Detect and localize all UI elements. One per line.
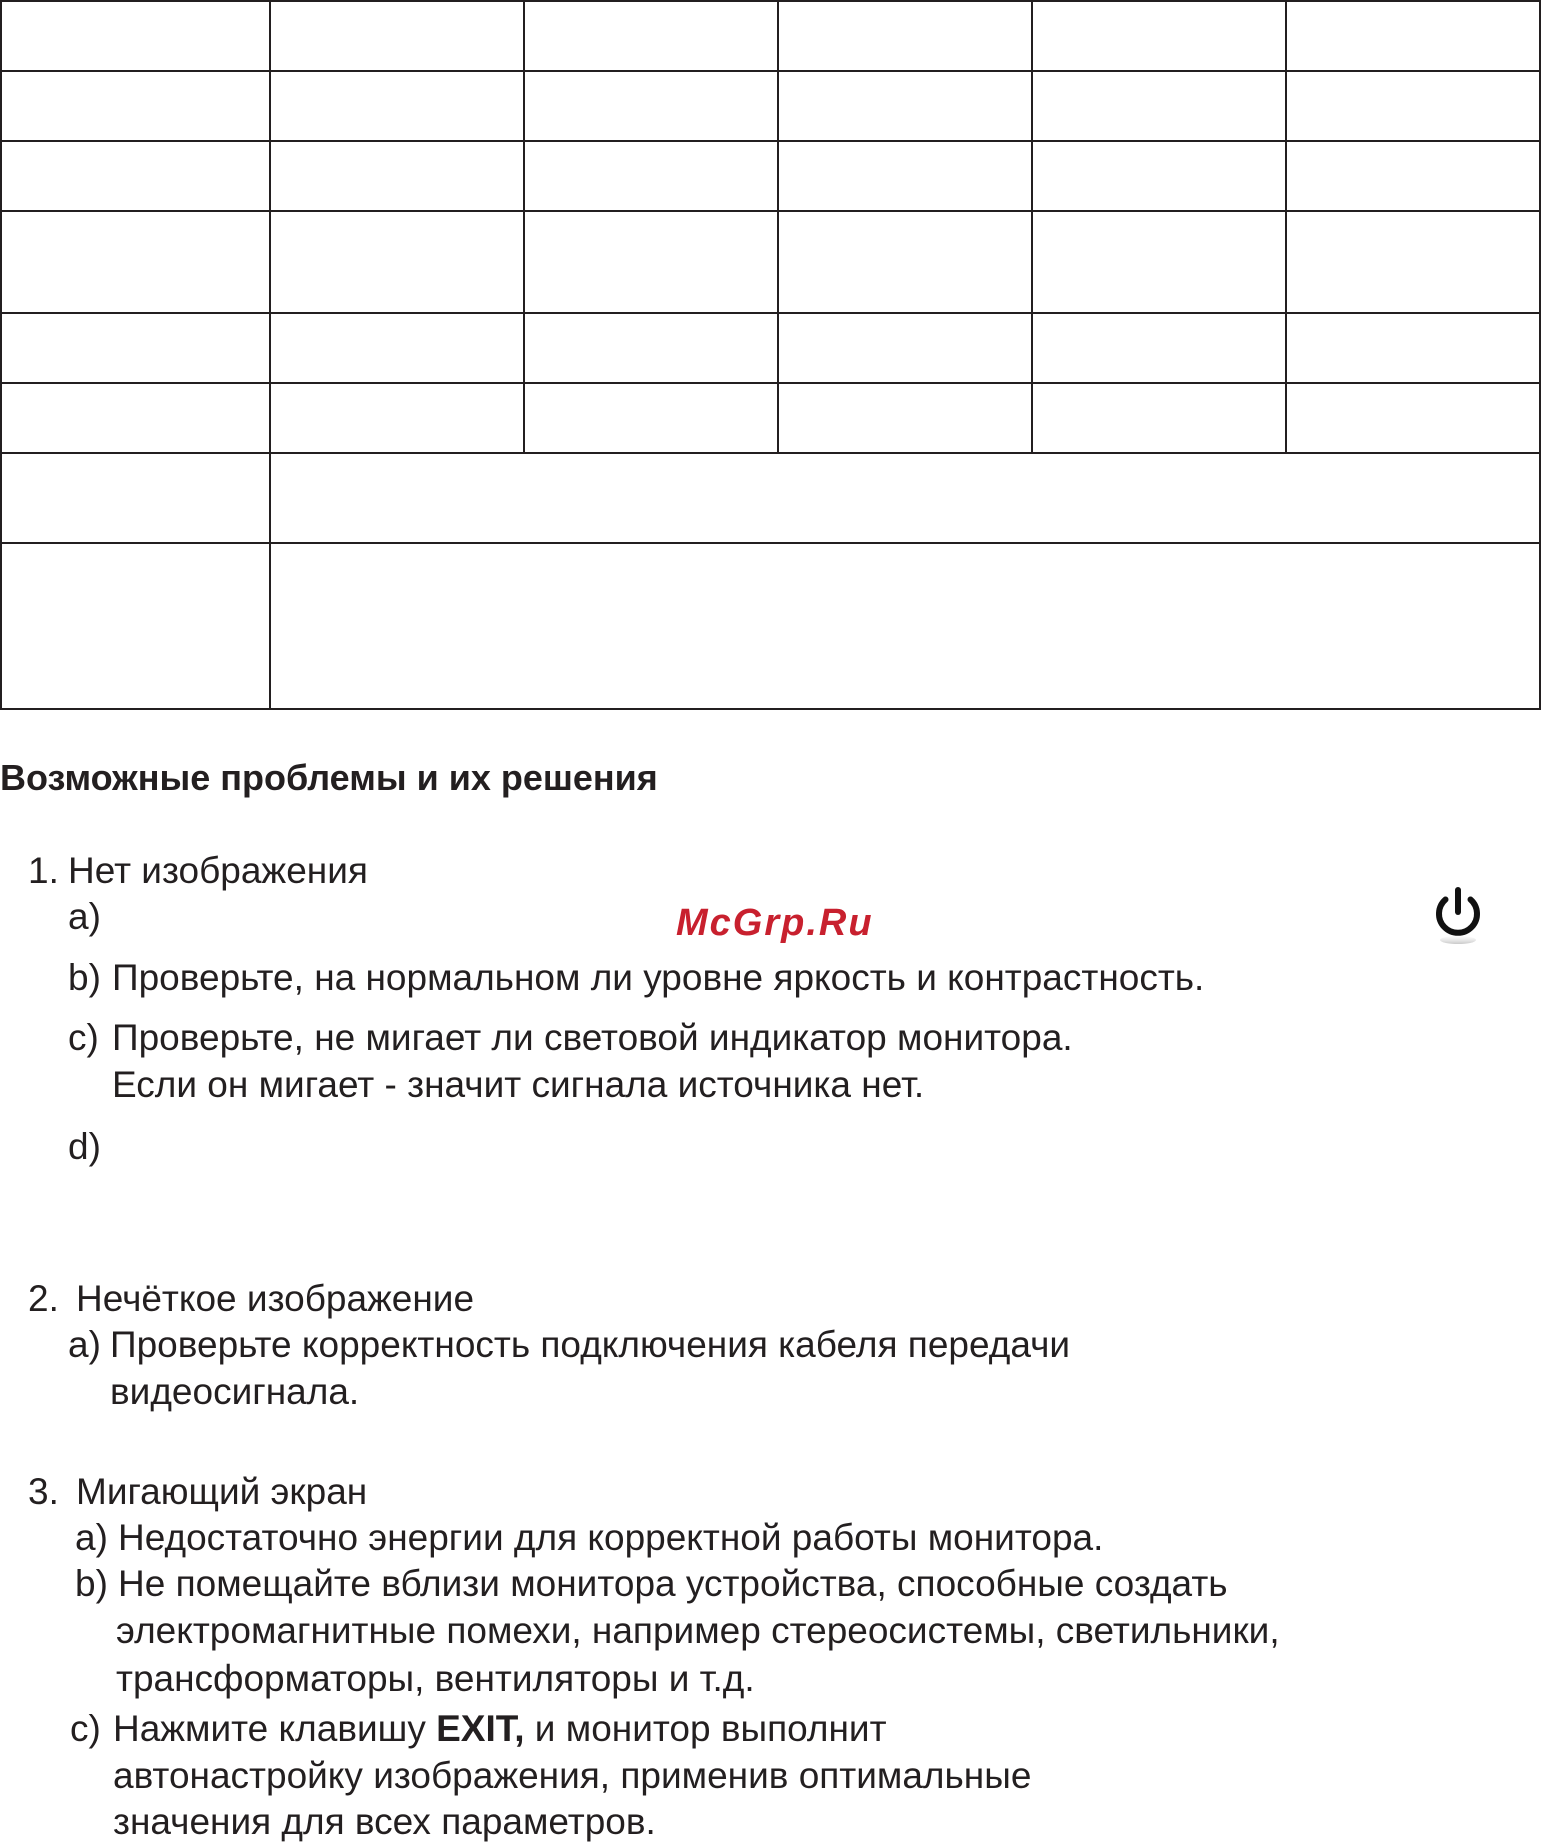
table-cell xyxy=(1032,71,1286,141)
table-cell xyxy=(1286,383,1540,453)
table-cell-merged xyxy=(270,453,1540,543)
table-cell xyxy=(270,71,524,141)
problem-2-a-text-2: видеосигнала. xyxy=(110,1371,360,1412)
problem-1-title: Нет изображения xyxy=(68,850,368,891)
table-cell xyxy=(778,383,1032,453)
spec-table xyxy=(0,0,1541,710)
table-cell xyxy=(778,313,1032,383)
table-cell xyxy=(1032,383,1286,453)
table-cell xyxy=(524,211,778,313)
table-cell xyxy=(524,383,778,453)
exit-key-label: EXIT, xyxy=(436,1708,525,1749)
table-row xyxy=(1,543,1540,709)
problem-1-c-text-2: Если он мигает - значит сигнала источника нет. xyxy=(112,1064,925,1105)
problem-1-c-marker: c) xyxy=(68,1017,99,1058)
table-cell xyxy=(1,543,270,709)
table-row xyxy=(1,211,1540,313)
table-cell xyxy=(1,1,270,71)
problem-3-b-text-3: трансформаторы, вентиляторы и т.д. xyxy=(116,1658,755,1699)
problem-3-c-marker: c) xyxy=(70,1708,101,1749)
table-cell xyxy=(270,313,524,383)
table-cell xyxy=(778,211,1032,313)
table-cell xyxy=(1,141,270,211)
problem-2-title: Нечёткое изображение xyxy=(76,1278,475,1319)
problem-3-c-text-1a: Нажмите клавишу xyxy=(113,1708,437,1749)
table-row xyxy=(1,383,1540,453)
problem-1-b-marker: b) xyxy=(68,957,101,998)
table-cell xyxy=(524,1,778,71)
power-icon xyxy=(1430,886,1486,946)
problem-1-c-text-1: Проверьте, не мигает ли световой индикатор монитора. xyxy=(112,1017,1073,1058)
table-cell xyxy=(1032,141,1286,211)
problem-3-b-marker: b) xyxy=(75,1563,108,1604)
problem-1-d-marker: d) xyxy=(68,1126,101,1167)
table-cell xyxy=(1032,211,1286,313)
table-cell xyxy=(270,211,524,313)
table-row xyxy=(1,313,1540,383)
table-cell xyxy=(524,313,778,383)
table-row xyxy=(1,141,1540,211)
table-cell xyxy=(1,453,270,543)
table-cell xyxy=(524,141,778,211)
problem-2-a-marker: a) xyxy=(68,1324,101,1365)
table-cell xyxy=(1032,1,1286,71)
problem-1-a-marker: a) xyxy=(68,896,101,937)
section-title: Возможные проблемы и их решения xyxy=(0,757,658,798)
table-cell xyxy=(778,71,1032,141)
table-cell xyxy=(778,141,1032,211)
problem-3-c-text-3: значения для всех параметров. xyxy=(113,1801,656,1842)
problem-1-b-text: Проверьте, на нормальном ли уровне яркость и контрастность. xyxy=(112,957,1205,998)
problem-1-number: 1. xyxy=(28,850,59,891)
problem-3-b-text-2: электромагнитные помехи, например стереосистемы, светильники, xyxy=(116,1610,1280,1651)
table-cell xyxy=(1286,71,1540,141)
problem-3-a-marker: a) xyxy=(75,1517,108,1558)
table-row xyxy=(1,453,1540,543)
table-cell xyxy=(270,141,524,211)
table-cell xyxy=(1286,1,1540,71)
table-cell xyxy=(270,1,524,71)
table-cell xyxy=(1,71,270,141)
problem-3-c-text-1b: и монитор выполнит xyxy=(524,1708,887,1749)
table-cell xyxy=(1,383,270,453)
table-cell xyxy=(1286,313,1540,383)
problem-3-number: 3. xyxy=(28,1471,59,1512)
table-cell xyxy=(1032,313,1286,383)
table-cell xyxy=(1,313,270,383)
table-cell xyxy=(1286,141,1540,211)
problem-3-title: Мигающий экран xyxy=(76,1471,368,1512)
table-cell xyxy=(778,1,1032,71)
table-cell xyxy=(1,211,270,313)
table-cell xyxy=(1286,211,1540,313)
problem-2-number: 2. xyxy=(28,1278,59,1319)
problem-3-c-text-1 xyxy=(113,1706,887,1752)
table-cell xyxy=(524,71,778,141)
table-row xyxy=(1,1,1540,71)
table-cell xyxy=(270,383,524,453)
table-cell-merged xyxy=(270,543,1540,709)
problem-3-c-text-2: автонастройку изображения, применив оптимальные xyxy=(113,1755,1032,1796)
problem-2-a-text-1: Проверьте корректность подключения кабеля передачи xyxy=(110,1324,1071,1365)
problem-3-b-text-1: Не помещайте вблизи монитора устройства, способные создать xyxy=(118,1563,1228,1604)
problem-3-a-text: Недостаточно энергии для корректной работы монитора. xyxy=(118,1517,1104,1558)
watermark: McGrp.Ru xyxy=(676,902,874,944)
table-row xyxy=(1,71,1540,141)
